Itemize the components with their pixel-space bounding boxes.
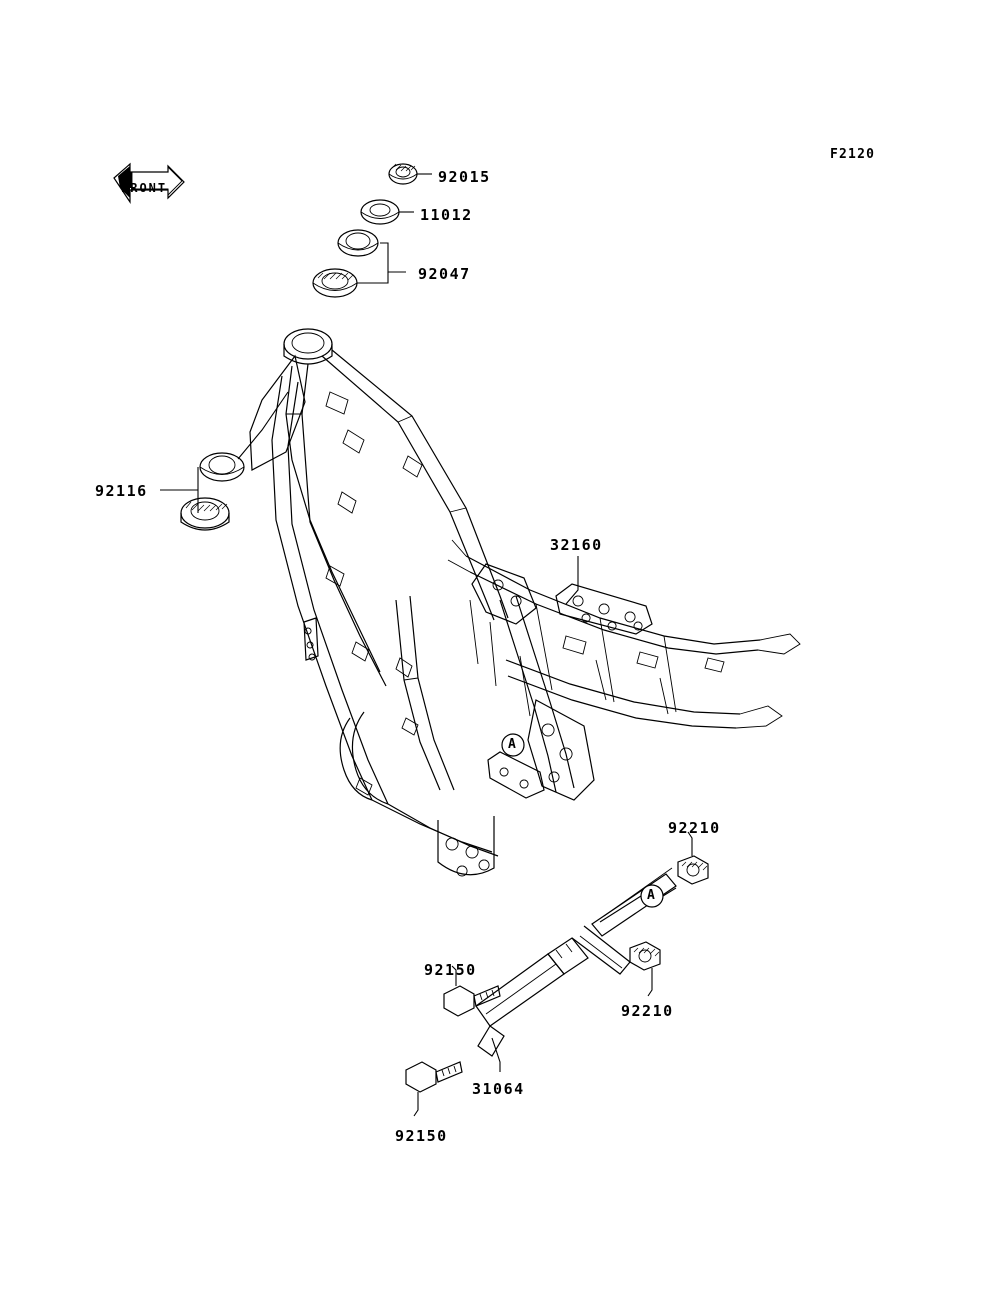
callout-11012[interactable]: 11012 (420, 206, 473, 224)
section-mark-a-frame-label: A (508, 737, 516, 752)
callout-92116[interactable]: 92116 (95, 482, 148, 500)
callout-32160[interactable]: 32160 (550, 536, 603, 554)
part-92047-bearings (313, 230, 378, 297)
section-mark-a-stay (600, 885, 676, 922)
callout-92150-lower[interactable]: 92150 (395, 1127, 448, 1145)
part-92210-nut-upper (678, 856, 708, 884)
part-92150-bolt-upper (444, 986, 500, 1016)
callout-31064[interactable]: 31064 (472, 1080, 525, 1098)
callout-92210-lower[interactable]: 92210 (621, 1002, 674, 1020)
part-11012-cap (361, 200, 399, 224)
part-32160-frame-assembly (250, 350, 800, 876)
part-92210-nut-lower (630, 942, 660, 970)
section-mark-a-stay-label: A (647, 888, 655, 903)
sheet-code: F2120 (830, 147, 876, 162)
callout-92015[interactable]: 92015 (438, 168, 491, 186)
callout-92047[interactable]: 92047 (418, 265, 471, 283)
part-92015-nut (389, 164, 417, 184)
front-label: FRONT (121, 181, 168, 195)
callout-92210-upper[interactable]: 92210 (668, 819, 721, 837)
callout-92150-upper[interactable]: 92150 (424, 961, 477, 979)
part-92150-bolt-lower (406, 1062, 462, 1092)
part-92116-bearing (181, 453, 244, 530)
